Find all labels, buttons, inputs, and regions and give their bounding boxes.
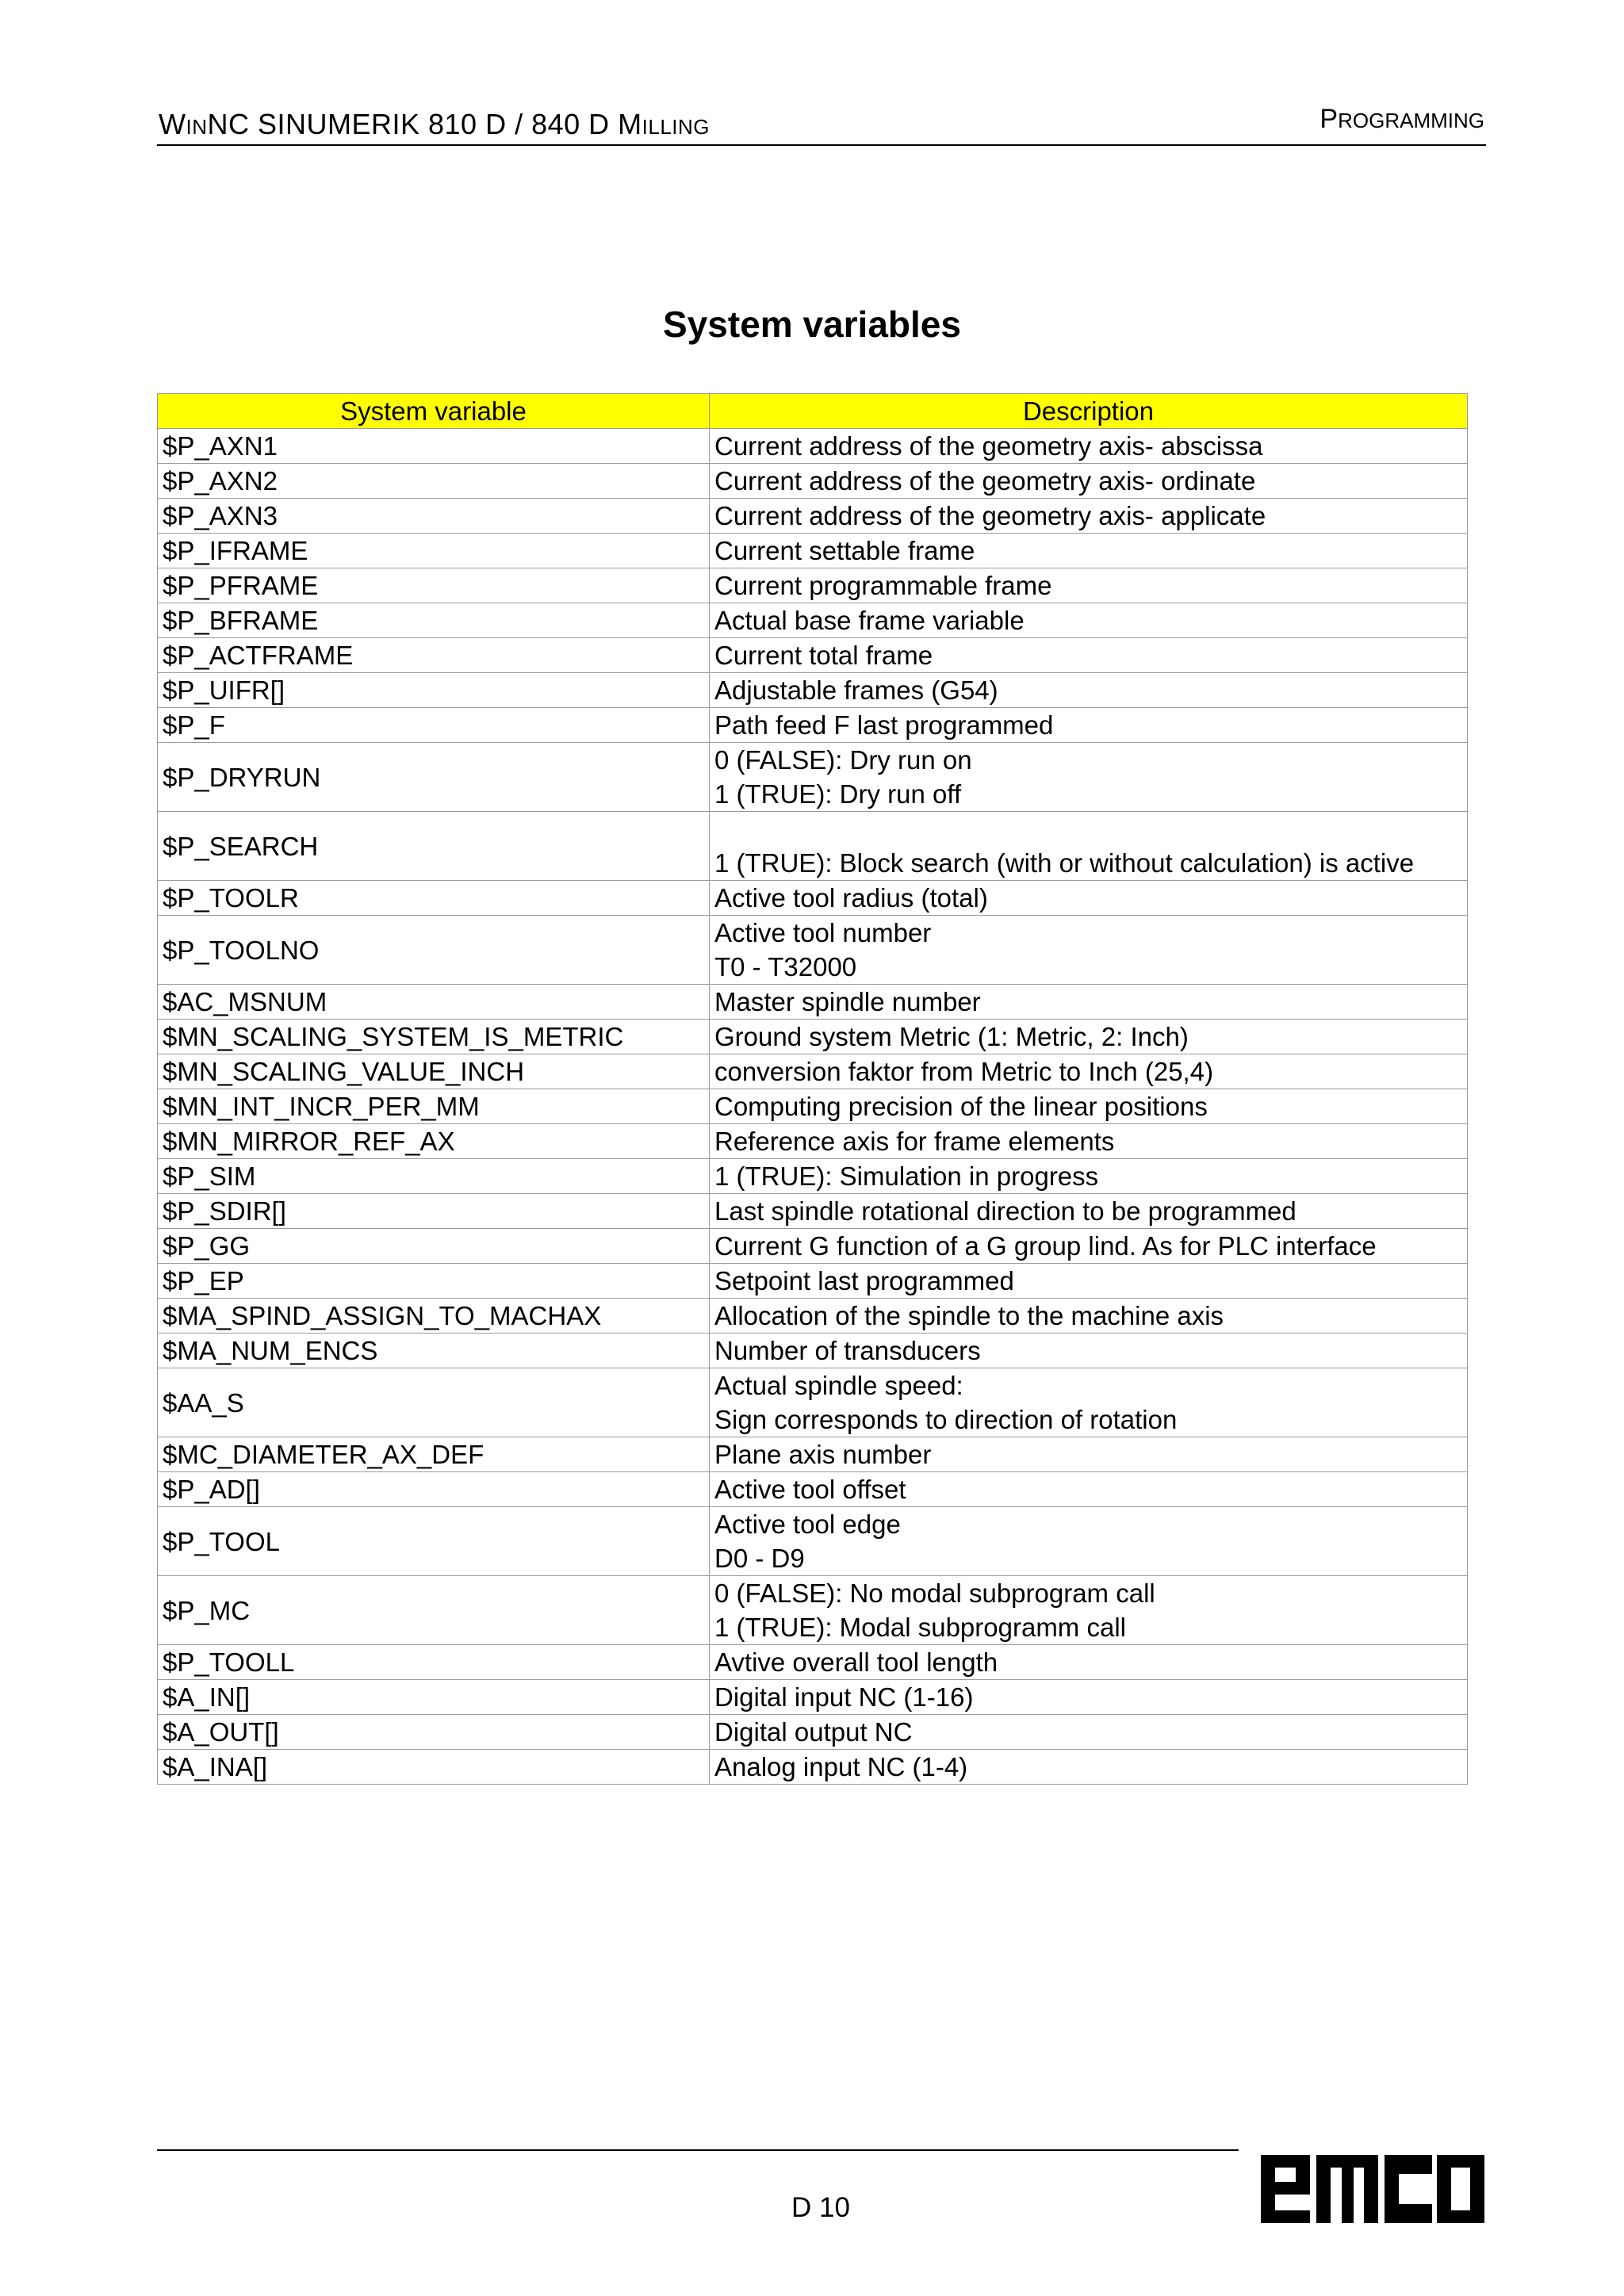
description-cell: Active tool edge D0 - D9 (710, 1507, 1468, 1576)
table-row (158, 1124, 1468, 1159)
system-variable-cell: $P_SDIR[] (158, 1194, 710, 1229)
page-header (157, 95, 1486, 146)
system-variable-cell: $P_DRYRUN (158, 743, 710, 812)
system-variable-cell: $P_PFRAME (158, 568, 710, 603)
system-variable-cell: $P_SIM (158, 1159, 710, 1194)
description-cell: Current total frame (710, 638, 1468, 673)
system-variable-cell: $P_UIFR[] (158, 673, 710, 708)
header-left-part: ILLING (642, 115, 710, 139)
system-variable-cell: $MN_SCALING_VALUE_INCH (158, 1054, 710, 1089)
description-cell: Current programmable frame (710, 568, 1468, 603)
table-row (158, 985, 1468, 1020)
system-variable-cell: $P_IFRAME (158, 534, 710, 568)
system-variable-cell: $MA_NUM_ENCS (158, 1334, 710, 1368)
system-variable-cell: $MN_INT_INCR_PER_MM (158, 1089, 710, 1124)
system-variable-cell: $A_IN[] (158, 1680, 710, 1715)
column-header-description: Description (710, 394, 1468, 429)
description-cell: Actual base frame variable (710, 603, 1468, 638)
description-cell: Reference axis for frame elements (710, 1124, 1468, 1159)
table-row (158, 1715, 1468, 1750)
system-variable-cell: $A_OUT[] (158, 1715, 710, 1750)
description-cell: Current address of the geometry axis- abscissa (710, 429, 1468, 464)
table-row (158, 708, 1468, 743)
document-title (159, 108, 710, 141)
table-row (158, 1576, 1468, 1645)
description-cell: Analog input NC (1-4) (710, 1750, 1468, 1785)
description-cell: Setpoint last programmed (710, 1264, 1468, 1299)
description-cell: Last spindle rotational direction to be programmed (710, 1194, 1468, 1229)
table-row (158, 1264, 1468, 1299)
system-variable-cell: $P_AXN1 (158, 429, 710, 464)
header-left-part: W (159, 108, 186, 140)
system-variable-cell: $P_AD[] (158, 1472, 710, 1507)
system-variable-cell: $MC_DIAMETER_AX_DEF (158, 1437, 710, 1472)
description-cell: 0 (FALSE): No modal subprogram call 1 (TRUE): Modal subprogramm call (710, 1576, 1468, 1645)
description-cell: conversion faktor from Metric to Inch (25,4) (710, 1054, 1468, 1089)
description-cell: Current settable frame (710, 534, 1468, 568)
page-number: D 10 (791, 2192, 850, 2223)
system-variable-cell: $MN_MIRROR_REF_AX (158, 1124, 710, 1159)
table-row (158, 1054, 1468, 1089)
description-cell: Path feed F last programmed (710, 708, 1468, 743)
table-row (158, 534, 1468, 568)
system-variable-cell: $P_TOOLR (158, 881, 710, 916)
system-variable-cell: $A_INA[] (158, 1750, 710, 1785)
table-row (158, 1507, 1468, 1576)
system-variable-cell: $P_AXN3 (158, 499, 710, 534)
system-variable-cell: $P_EP (158, 1264, 710, 1299)
header-left-part: IN (186, 115, 208, 139)
header-right-part: ROGRAMMING (1338, 109, 1484, 132)
description-cell: Allocation of the spindle to the machine axis (710, 1299, 1468, 1334)
emco-logo (1259, 2150, 1486, 2225)
system-variable-cell: $P_F (158, 708, 710, 743)
system-variable-cell: $P_BFRAME (158, 603, 710, 638)
table-row (158, 743, 1468, 812)
footer-rule (157, 2149, 1239, 2151)
system-variable-cell: $P_TOOLL (158, 1645, 710, 1680)
table-body (158, 429, 1468, 1785)
table-row (158, 568, 1468, 603)
description-cell: Current G function of a G group lind. As for PLC interface (710, 1229, 1468, 1264)
table-row (158, 1437, 1468, 1472)
description-cell: Computing precision of the linear positions (710, 1089, 1468, 1124)
table-row (158, 1472, 1468, 1507)
table-row (158, 1159, 1468, 1194)
header-left-part: NC SINUMERIK 810 D / 840 D M (207, 108, 642, 140)
system-variable-cell: $P_TOOLNO (158, 916, 710, 985)
system-variable-cell: $P_AXN2 (158, 464, 710, 499)
description-cell: Active tool offset (710, 1472, 1468, 1507)
description-cell: Plane axis number (710, 1437, 1468, 1472)
table-row (158, 638, 1468, 673)
description-cell: Actual spindle speed: Sign corresponds to direction of rotation (710, 1368, 1468, 1437)
description-cell: Current address of the geometry axis- applicate (710, 499, 1468, 534)
table-row (158, 603, 1468, 638)
description-cell: 1 (TRUE): Simulation in progress (710, 1159, 1468, 1194)
table-row (158, 673, 1468, 708)
description-cell: 1 (TRUE): Block search (with or without calculation) is active (710, 812, 1468, 881)
table-row (158, 499, 1468, 534)
system-variable-cell: $P_MC (158, 1576, 710, 1645)
system-variable-cell: $P_ACTFRAME (158, 638, 710, 673)
system-variable-cell: $AA_S (158, 1368, 710, 1437)
system-variable-cell: $P_TOOL (158, 1507, 710, 1576)
table-row (158, 464, 1468, 499)
table-row (158, 1020, 1468, 1054)
table-row (158, 1229, 1468, 1264)
table-row (158, 812, 1468, 881)
column-header-system-variable: System variable (158, 394, 710, 429)
table-row (158, 1089, 1468, 1124)
page-title: System variables (663, 304, 961, 345)
table-row (158, 1194, 1468, 1229)
system-variable-cell: $AC_MSNUM (158, 985, 710, 1020)
table-row (158, 1680, 1468, 1715)
header-right-part: P (1320, 104, 1339, 134)
system-variable-cell: $P_GG (158, 1229, 710, 1264)
description-cell: Current address of the geometry axis- ordinate (710, 464, 1468, 499)
table-row (158, 1750, 1468, 1785)
system-variable-cell: $MA_SPIND_ASSIGN_TO_MACHAX (158, 1299, 710, 1334)
description-cell: Active tool number T0 - T32000 (710, 916, 1468, 985)
description-cell: Ground system Metric (1: Metric, 2: Inch) (710, 1020, 1468, 1054)
system-variable-cell: $MN_SCALING_SYSTEM_IS_METRIC (158, 1020, 710, 1054)
description-cell: Active tool radius (total) (710, 881, 1468, 916)
table-row (158, 881, 1468, 916)
description-cell: Digital input NC (1-16) (710, 1680, 1468, 1715)
system-variables-table (157, 393, 1468, 1785)
table-row (158, 916, 1468, 985)
table-row (158, 1645, 1468, 1680)
description-cell: Master spindle number (710, 985, 1468, 1020)
table-row (158, 1334, 1468, 1368)
table-row (158, 1368, 1468, 1437)
description-cell: Digital output NC (710, 1715, 1468, 1750)
system-variable-cell: $P_SEARCH (158, 812, 710, 881)
description-cell: 0 (FALSE): Dry run on 1 (TRUE): Dry run off (710, 743, 1468, 812)
table-row (158, 429, 1468, 464)
description-cell: Number of transducers (710, 1334, 1468, 1368)
description-cell: Avtive overall tool length (710, 1645, 1468, 1680)
description-cell: Adjustable frames (G54) (710, 673, 1468, 708)
table-header-row (158, 394, 1468, 429)
section-title (1320, 104, 1484, 135)
table-row (158, 1299, 1468, 1334)
